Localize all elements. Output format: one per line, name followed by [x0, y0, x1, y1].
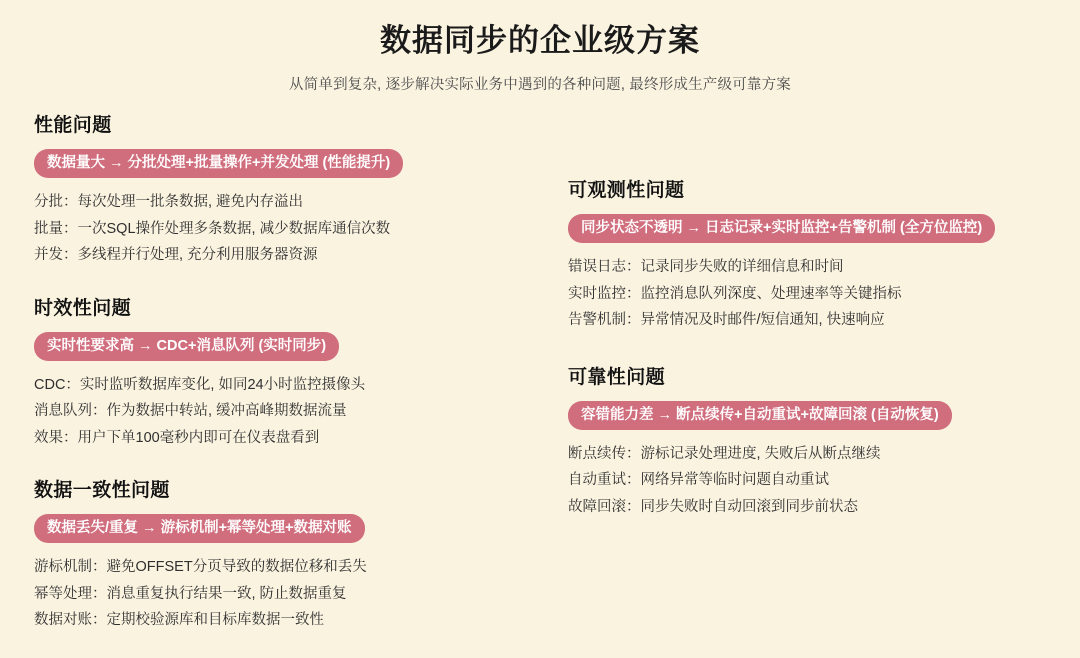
- list-item: 实时监控：监控消息队列深度、处理速率等关键指标: [568, 285, 902, 302]
- solution-pill: 实时性要求高 → CDC+消息队列 (实时同步): [34, 332, 339, 361]
- list-item: 数据对账：定期校验源库和目标库数据一致性: [34, 612, 324, 629]
- list-item: 告警机制：异常情况及时邮件/短信通知, 快速响应: [568, 312, 885, 329]
- solution-pill: 数据量大 → 分批处理+批量操作+并发处理 (性能提升): [34, 149, 403, 178]
- list-item: 效果：用户下单100毫秒内即可在仪表盘看到: [34, 429, 320, 446]
- list-item: 故障回滚：同步失败时自动回滚到同步前状态: [568, 498, 858, 515]
- list-item: 错误日志：记录同步失败的详细信息和时间: [568, 259, 844, 276]
- bullet-list: [34, 374, 504, 449]
- solution-pill: 同步状态不透明 → 日志记录+实时监控+告警机制 (全方位监控): [568, 214, 995, 243]
- section-performance: [34, 110, 504, 267]
- section-heading: 数据一致性问题: [34, 480, 170, 502]
- right-column: [568, 175, 1058, 544]
- list-item: 批量：一次SQL操作处理多条数据, 减少数据库通信次数: [34, 220, 391, 237]
- list-item: 分批：每次处理一批条数据, 避免内存溢出: [34, 194, 304, 211]
- list-item: CDC：实时监听数据库变化, 如同24小时监控摄像头: [34, 376, 366, 393]
- list-item: 并发：多线程并行处理, 充分利用服务器资源: [34, 247, 318, 264]
- section-heading: 可靠性问题: [568, 366, 666, 388]
- list-item: 游标机制：避免OFFSET分页导致的数据位移和丢失: [34, 559, 367, 576]
- list-item: 断点续传：游标记录处理进度, 失败后从断点继续: [568, 445, 881, 462]
- bullet-list: [568, 443, 1058, 518]
- page-subtitle: 从简单到复杂, 逐步解决实际业务中遇到的各种问题, 最终形成生产级可靠方案: [288, 77, 791, 94]
- list-item: 幂等处理：消息重复执行结果一致, 防止数据重复: [34, 585, 347, 602]
- page-title: 数据同步的企业级方案: [380, 23, 700, 58]
- list-item: 自动重试：网络异常等临时问题自动重试: [568, 472, 829, 489]
- solution-pill: 容错能力差 → 断点续传+自动重试+故障回滚 (自动恢复): [568, 401, 952, 430]
- section-heading: 性能问题: [34, 115, 112, 136]
- section-consistency: [34, 475, 504, 632]
- bullet-list: [568, 256, 1058, 331]
- section-reliability: [568, 362, 1058, 519]
- bullet-list: [34, 556, 504, 631]
- left-column: [34, 110, 504, 658]
- section-heading: 时效性问题: [34, 297, 132, 319]
- section-observability: [568, 175, 1058, 332]
- section-heading: 可观测性问题: [568, 180, 685, 201]
- section-timeliness: [34, 293, 504, 450]
- bullet-list: [34, 191, 504, 266]
- solution-pill: 数据丢失/重复 → 游标机制+幂等处理+数据对账: [34, 514, 365, 543]
- list-item: 消息队列：作为数据中转站, 缓冲高峰期数据流量: [34, 403, 347, 420]
